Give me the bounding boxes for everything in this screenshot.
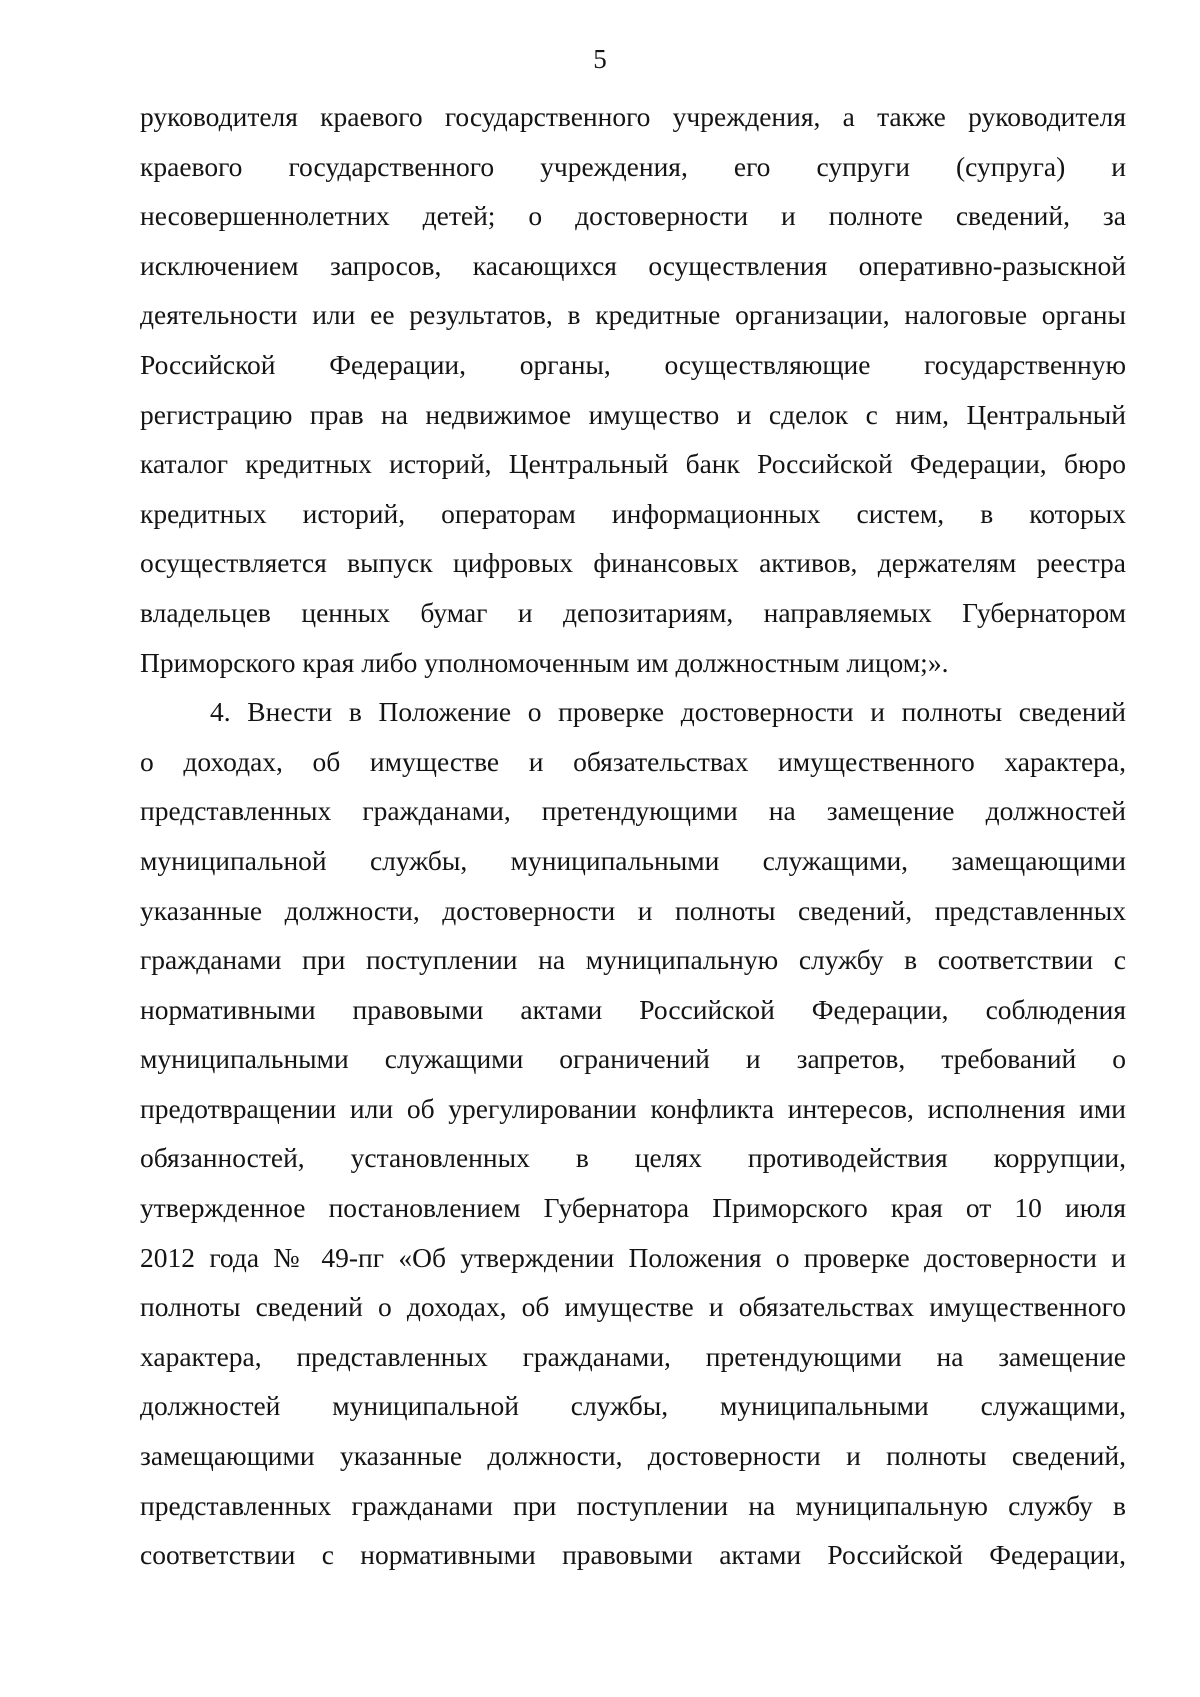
text-line: указанные должности, достоверности и полноты сведений, представленных <box>140 894 1126 926</box>
text-line: 4. Внести в Положение о проверке достоверности и полноты сведений <box>210 696 1126 728</box>
text-line: Российской Федерации, органы, осуществляющие государственную <box>140 348 1126 380</box>
text-line: владельцев ценных бумаг и депозитариям, направляемых Губернатором <box>140 596 1126 628</box>
paragraph-item-4 <box>140 687 1126 1580</box>
text-line: представленных гражданами, претендующими на замещение должностей <box>140 795 1126 827</box>
text-line: соответствии с нормативными правовыми актами Российской Федерации, <box>140 1539 1126 1571</box>
paragraph-continuation <box>140 92 1126 687</box>
text-line: 2012 года № 49-пг «Об утверждении Положения о проверке достоверности и <box>140 1241 1126 1273</box>
text-line: утвержденное постановлением Губернатора Приморского края от 10 июля <box>140 1192 1126 1224</box>
text-line: полноты сведений о доходах, об имуществе и обязательствах имущественного <box>140 1291 1126 1323</box>
text-line: Приморского края либо уполномоченным им должностным лицом;». <box>140 646 949 678</box>
text-line: характера, представленных гражданами, претендующими на замещение <box>140 1340 1126 1372</box>
text-line: муниципальной службы, муниципальными служащими, замещающими <box>140 844 1126 876</box>
text-line: о доходах, об имуществе и обязательствах имущественного характера, <box>140 745 1126 777</box>
text-line: нормативными правовыми актами Российской Федерации, соблюдения <box>140 993 1126 1025</box>
text-line: осуществляется выпуск цифровых финансовых активов, держателям реестра <box>140 547 1126 579</box>
text-line: замещающими указанные должности, достоверности и полноты сведений, <box>140 1440 1126 1472</box>
text-line: краевого государственного учреждения, его супруги (супруга) и <box>140 150 1126 182</box>
text-line: деятельности или ее результатов, в кредитные организации, налоговые органы <box>140 299 1126 331</box>
text-line: муниципальными служащими ограничений и запретов, требований о <box>140 1043 1126 1075</box>
text-line: представленных гражданами при поступлении на муниципальную службу в <box>140 1489 1126 1521</box>
text-line: предотвращении или об урегулировании конфликта интересов, исполнения ими <box>140 1092 1126 1124</box>
page-number: 5 <box>593 44 607 74</box>
text-line: кредитных историй, операторам информационных систем, в которых <box>140 497 1126 529</box>
text-line: должностей муниципальной службы, муниципальными служащими, <box>140 1390 1126 1422</box>
text-line: каталог кредитных историй, Центральный банк Российской Федерации, бюро <box>140 448 1126 480</box>
text-line: несовершеннолетних детей; о достоверности и полноте сведений, за <box>140 200 1126 232</box>
text-line: регистрацию прав на недвижимое имущество и сделок с ним, Центральный <box>140 398 1126 430</box>
text-line: обязанностей, установленных в целях противодействия коррупции, <box>140 1142 1126 1174</box>
document-body <box>140 92 1126 1580</box>
text-line: руководителя краевого государственного учреждения, а также руководителя <box>140 101 1126 132</box>
text-line: исключением запросов, касающихся осуществления оперативно-разыскной <box>140 249 1126 281</box>
text-line: гражданами при поступлении на муниципальную службу в соответствии с <box>140 944 1126 976</box>
